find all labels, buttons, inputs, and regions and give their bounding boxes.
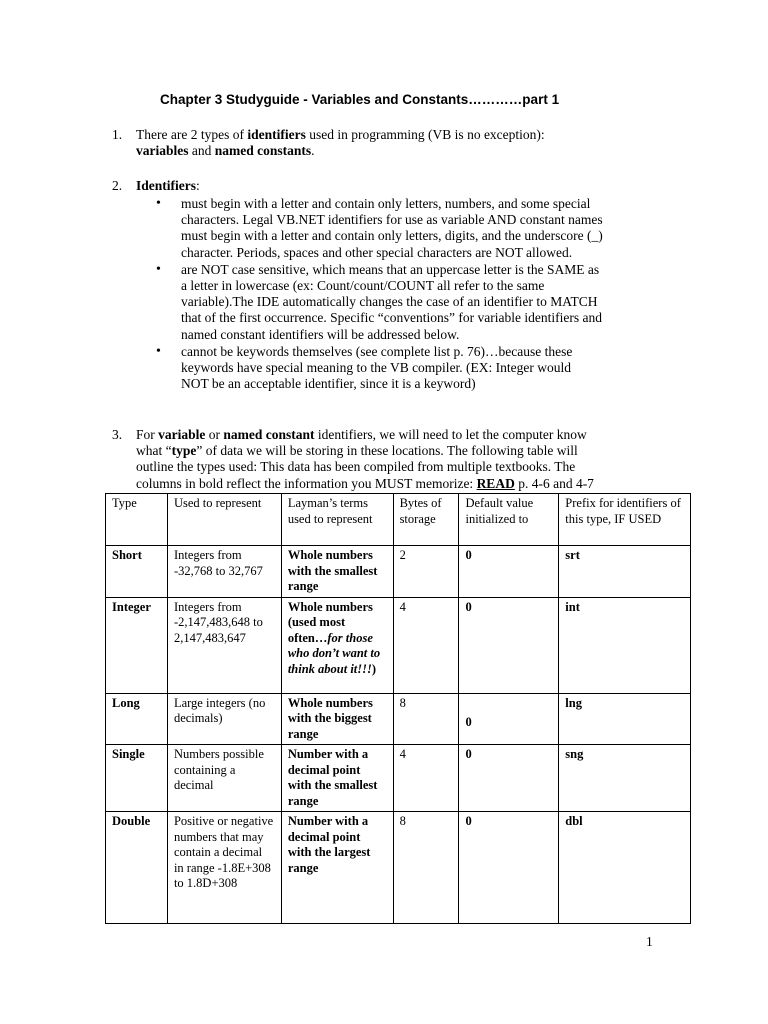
text-run-bold: type bbox=[171, 443, 197, 459]
item-1-number: 1. bbox=[112, 127, 123, 142]
text-run: : bbox=[196, 178, 200, 193]
text-run-bold: variables bbox=[136, 143, 189, 159]
header-laymans-terms: Layman’s terms used to represent bbox=[281, 494, 393, 546]
bullet-line: a letter in lowercase (ex: Count/count/COUNT all refer to the same bbox=[181, 278, 545, 294]
text-run-bold: ) bbox=[371, 661, 377, 676]
bullet-line: must begin with a letter and contain only letters, digits, and the underscore (_) bbox=[181, 228, 603, 244]
cell-bytes: 2 bbox=[393, 546, 459, 598]
bullet-line: named constant identifiers will be addressed below. bbox=[181, 326, 460, 342]
cell-prefix: dbl bbox=[559, 812, 691, 924]
header-prefix: Prefix for identifiers of this type, IF USED bbox=[559, 494, 691, 546]
header-type: Type bbox=[106, 494, 168, 546]
bullet-line: • are NOT case sensitive, which means that an uppercase letter is the SAME as bbox=[181, 261, 600, 277]
cell-used: Positive or negative numbers that may contain a decimal in range -1.8E+308 to 1.8D+308 bbox=[167, 812, 281, 924]
list-item bbox=[136, 344, 656, 393]
text-run: p. 4-6 and 4-7 bbox=[514, 475, 594, 491]
text-run: There are 2 types of bbox=[136, 127, 248, 142]
cell-type: Short bbox=[106, 546, 168, 598]
bullet-line: • cannot be keywords themselves (see complete list p. 76)…because these bbox=[181, 343, 573, 359]
item-3-line-4 bbox=[136, 476, 656, 492]
cell-prefix: lng bbox=[559, 693, 691, 745]
cell-layman: Number with a decimal point with the smallest range bbox=[281, 745, 393, 812]
page-number: 1 bbox=[646, 934, 653, 949]
item-1-text bbox=[136, 127, 656, 159]
cell-bytes: 4 bbox=[393, 597, 459, 693]
header-used-to-represent: Used to represent bbox=[167, 494, 281, 546]
text-run-bold: variable bbox=[158, 427, 206, 442]
bullet-line: character. Periods, spaces and other special characters are NOT allowed. bbox=[181, 244, 573, 260]
text-run-bold: identifiers bbox=[247, 127, 306, 142]
table-row bbox=[106, 812, 691, 924]
cell-layman: Whole numbers with the biggest range bbox=[281, 693, 393, 745]
cell-type: Long bbox=[106, 693, 168, 745]
header-default-value: Default value initialized to bbox=[459, 494, 559, 546]
item-3-line-3: outline the types used: This data has been compiled from multiple textbooks. The bbox=[136, 459, 576, 475]
bullet-line: NOT be an acceptable identifier, since it is a keyword) bbox=[181, 376, 476, 392]
table-header-row bbox=[106, 494, 691, 546]
cell-type: Integer bbox=[106, 597, 168, 693]
table-row bbox=[106, 546, 691, 598]
text-run: . bbox=[311, 143, 315, 159]
text-run: and bbox=[188, 143, 215, 159]
text-run: columns in bold reflect the information you MUST memorize: bbox=[136, 475, 477, 491]
cell-bytes: 8 bbox=[393, 693, 459, 745]
table-row bbox=[106, 745, 691, 812]
cell-bytes: 4 bbox=[393, 745, 459, 812]
item-3-number: 3. bbox=[112, 427, 123, 442]
text-run: identifiers, we will need to let the computer know bbox=[314, 427, 587, 442]
item-2-heading bbox=[136, 178, 656, 194]
text-run-bold: named constants bbox=[214, 143, 312, 159]
text-run-bold-italic: for those who don’t want to think about it!!! bbox=[287, 630, 381, 676]
table-row bbox=[106, 597, 691, 693]
text-run: or bbox=[205, 427, 224, 442]
cell-prefix: int bbox=[559, 597, 691, 693]
text-run: ” of data we will be storing in these locations. The following table will bbox=[196, 443, 578, 459]
item-1-line-2 bbox=[136, 143, 656, 159]
text-run-bold: named constant bbox=[223, 427, 315, 442]
cell-used: Large integers (no decimals) bbox=[167, 693, 281, 745]
cell-layman: Number with a decimal point with the largest range bbox=[281, 812, 393, 924]
item-3 bbox=[0, 427, 768, 493]
item-3-line-1 bbox=[136, 427, 656, 443]
identifiers-heading: Identifiers bbox=[136, 178, 196, 193]
item-2-number: 2. bbox=[112, 178, 123, 193]
cell-layman: Whole numbers with the smallest range bbox=[281, 546, 393, 598]
cell-layman bbox=[281, 597, 393, 693]
text-run: For bbox=[136, 427, 159, 442]
identifier-rules-list bbox=[136, 196, 656, 393]
cell-type: Single bbox=[106, 745, 168, 812]
data-types-table bbox=[105, 493, 691, 924]
bullet-line: characters. Legal VB.NET identifiers for use as variable AND constant names bbox=[181, 212, 603, 228]
cell-default: 0 bbox=[459, 546, 559, 598]
item-1-line-1 bbox=[136, 127, 656, 143]
cell-default: 0 bbox=[459, 812, 559, 924]
cell-used: Numbers possible containing a decimal bbox=[167, 745, 281, 812]
cell-bytes: 8 bbox=[393, 812, 459, 924]
bullet-line: • must begin with a letter and contain only letters, numbers, and some special bbox=[181, 196, 591, 211]
bullet-line: that of the first occurrence. Specific “conventions” for variable identifiers and bbox=[181, 310, 602, 326]
cell-prefix: srt bbox=[559, 546, 691, 598]
item-3-text bbox=[136, 427, 656, 492]
item-1 bbox=[0, 127, 768, 161]
read-emphasis: READ bbox=[476, 475, 515, 491]
text-run: used in programming (VB is no exception): bbox=[305, 127, 545, 142]
list-item bbox=[136, 262, 656, 343]
item-2 bbox=[0, 178, 768, 196]
cell-default: 0 bbox=[459, 745, 559, 812]
cell-default: 0 bbox=[459, 693, 559, 745]
item-3-line-2 bbox=[136, 443, 656, 459]
list-item bbox=[136, 196, 656, 261]
page-title: Chapter 3 Studyguide - Variables and Constants…………part 1 bbox=[160, 92, 560, 107]
text-run: what “ bbox=[136, 443, 172, 459]
cell-used: Integers from -2,147,483,648 to 2,147,483,647 bbox=[167, 597, 281, 693]
table-row bbox=[106, 693, 691, 745]
cell-used: Integers from -32,768 to 32,767 bbox=[167, 546, 281, 598]
cell-prefix: sng bbox=[559, 745, 691, 812]
text-run-bold: Whole numbers (used most often… bbox=[287, 599, 373, 645]
cell-default: 0 bbox=[459, 597, 559, 693]
bullet-line: keywords have special meaning to the VB compiler. (EX: Integer would bbox=[181, 360, 572, 376]
bullet-line: variable).The IDE automatically changes the case of an identifier to MATCH bbox=[181, 294, 598, 310]
header-bytes: Bytes of storage bbox=[393, 494, 459, 546]
cell-type: Double bbox=[106, 812, 168, 924]
